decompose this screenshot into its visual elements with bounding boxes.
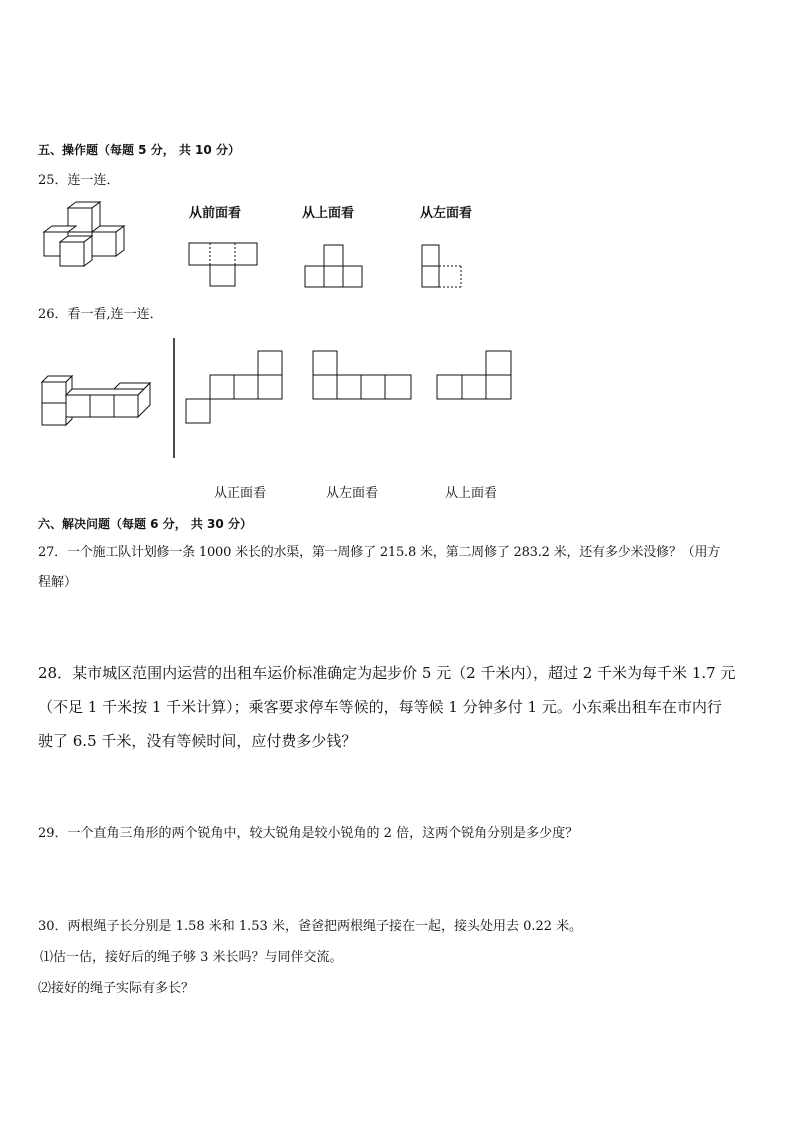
q25-view-left (421, 244, 465, 288)
q25-label-front: 从前面看 (189, 206, 242, 221)
question-27-line-1: 27．一个施工队计划修一条 1000 米长的水渠，第一周修了 215.8 米，第二周修了 283.2 米，还有多少米没修？（用方 (38, 545, 721, 560)
q25-view-top (305, 244, 365, 288)
question-27-line-2: 程解） (38, 575, 78, 590)
question-28-line-2: （不足 1 千米按 1 千米计算）；乘客要求停车等候的，每等候 1 分钟多付 1 元。小东乘出租车在市内行 (38, 698, 722, 716)
section-six-header: 六、解决问题（每题 6 分， 共 30 分） (38, 517, 252, 531)
question-29-text: 29．一个直角三角形的两个锐角中，较大锐角是较小锐角的 2 倍，这两个锐角分别是多少度？ (38, 826, 579, 841)
q25-label-top: 从上面看 (302, 206, 355, 221)
q26-cube-figure (42, 370, 162, 430)
question-28-line-1: 28．某市城区范围内运营的出租车运价标准确定为起步价 5 元（2 千米内），超过 2 千米为每千米 1.7 元 (38, 664, 736, 682)
q26-divider-line (172, 338, 176, 458)
question-25-text: 25．连一连． (38, 173, 120, 188)
q26-label-left: 从左面看 (326, 486, 379, 501)
q26-label-front: 从正面看 (214, 486, 267, 501)
question-30-sub-1: ⑴估一估，接好后的绳子够 3 米长吗？与同伴交流。 (40, 950, 343, 965)
question-30-line-1: 30．两根绳子长分别是 1.58 米和 1.53 米，爸爸把两根绳子接在一起，接头处用去 0.22 米。 (38, 919, 583, 934)
question-30-sub-2: ⑵接好的绳子实际有多长？ (38, 981, 195, 996)
q26-label-top: 从上面看 (445, 486, 498, 501)
q26-view-a (185, 350, 285, 426)
q25-view-front (189, 243, 259, 287)
q26-view-b (312, 350, 416, 402)
q25-cube-figure (40, 200, 130, 270)
q25-label-left: 从左面看 (420, 206, 473, 221)
question-28-line-3: 驶了 6.5 千米，没有等候时间，应付费多少钱？ (38, 732, 357, 750)
question-26-text: 26．看一看,连一连． (38, 307, 163, 322)
q26-view-c (436, 350, 516, 402)
section-five-header: 五、操作题（每题 5 分， 共 10 分） (38, 143, 240, 157)
